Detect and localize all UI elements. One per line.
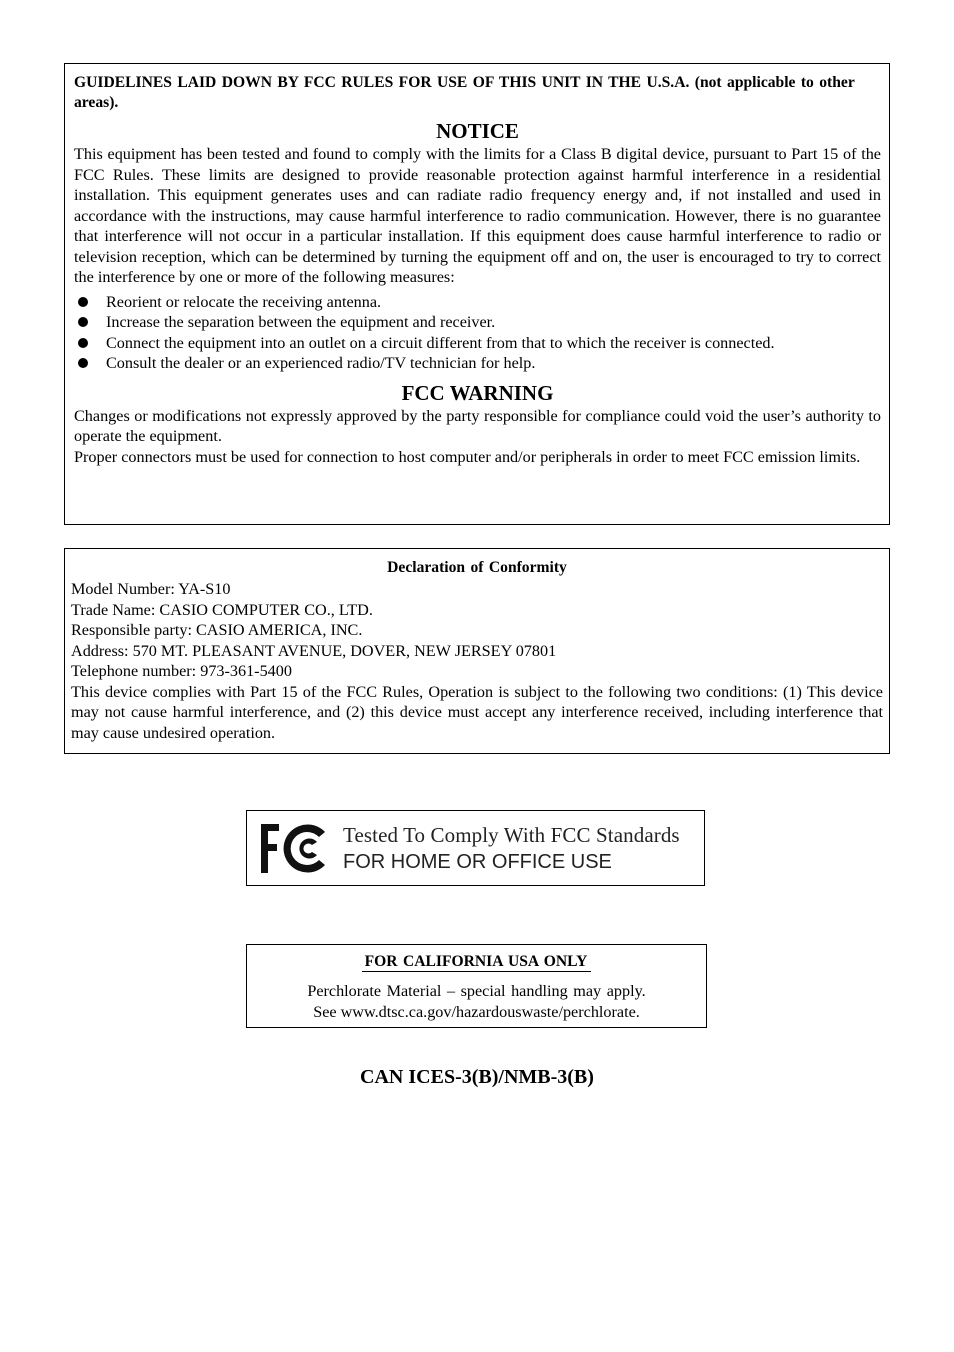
compliance-statement: This device complies with Part 15 of the FCC Rules, Operation is subject to the following two conditions: (1) This device may not cause harmful interference, and (2) this device must accept any interference received, including interference that may cause undesired operation. [71,682,883,742]
responsible-party: Responsible party: CASIO AMERICA, INC. [71,621,363,639]
measures-list [74,292,881,374]
measure-text: Connect the equipment into an outlet on a circuit different from that to which the receiver is connected. [106,333,775,352]
california-box [246,944,707,1028]
model-number: Model Number: YA-S10 [71,580,231,598]
list-item [74,292,881,313]
bullet-icon [78,317,88,327]
declaration-box [64,548,890,754]
bullet-icon [78,297,88,307]
fcc-logo-use-text: FOR HOME OR OFFICE USE [343,851,612,873]
perchlorate-url-line: See www.dtsc.ca.gov/hazardouswaste/perchlorate. [313,1003,640,1021]
list-item [74,333,881,354]
warning-body-2: Proper connectors must be used for connection to host computer and/or peripherals in order to meet FCC emission limits. [74,447,861,466]
declaration-title: Declaration of Conformity [387,559,567,576]
measure-text: Reorient or relocate the receiving antenna. [106,292,382,311]
bullet-icon [78,338,88,348]
fcc-logo-tested-text: Tested To Comply With FCC Standards [343,823,680,847]
measure-text: Consult the dealer or an experienced radio/TV technician for help. [106,354,536,372]
fcc-logo-icon [259,822,331,875]
measure-text: Increase the separation between the equipment and receiver. [106,313,496,331]
list-item [74,312,881,333]
telephone: Telephone number: 973-361-5400 [71,662,292,680]
bullet-icon [78,358,88,368]
guidelines-heading: GUIDELINES LAID DOWN BY FCC RULES FOR USE OF THIS UNIT IN THE U.S.A. (not applicable to other areas). [74,74,855,111]
address: Address: 570 MT. PLEASANT AVENUE, DOVER, NEW JERSEY 07801 [71,641,557,660]
fcc-notice-box [64,63,890,525]
perchlorate-line: Perchlorate Material – special handling may apply. [307,982,646,1000]
california-title-text: FOR CALIFORNIA USA ONLY [362,953,592,972]
trade-name: Trade Name: CASIO COMPUTER CO., LTD. [71,600,373,619]
list-item [74,353,881,374]
fcc-warning-title: FCC WARNING [401,380,554,405]
notice-body: This equipment has been tested and found to comply with the limits for a Class B digital device, pursuant to Part 15 of the FCC Rules. These limits are designed to provide reasonable protection against harmful interference in a residential installation. This equipment generates uses and can radiate radio frequency energy and, if not installed and used in accordance with the instructions, may cause harmful interference to radio communication. However, there is no guarantee that interference will not occur in a particular installation. If this equipment does cause harmful interference to radio or television reception, which can be determined by turning the equipment off and on, the user is encouraged to try to correct the interference by one or more of the following measures: [74,145,881,286]
can-ices-statement: CAN ICES-3(B)/NMB-3(B) [360,1066,594,1088]
fcc-logo-box [246,810,705,886]
california-title [247,952,706,972]
warning-body-1: Changes or modifications not expressly approved by the party responsible for compliance could void the user’s authority to operate the equipment. [74,406,881,445]
notice-title: NOTICE [436,119,519,143]
